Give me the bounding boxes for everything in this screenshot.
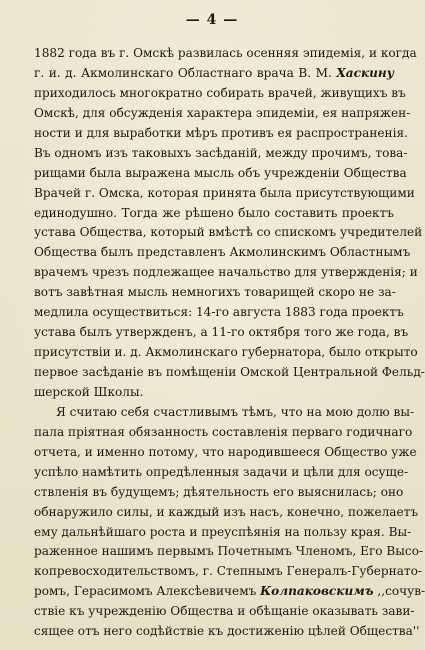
text-line	[34, 64, 394, 84]
text-line	[34, 343, 418, 363]
line-text: Врачей г. Омска, которая принята была присутствующими	[34, 185, 415, 200]
text-line	[34, 602, 415, 622]
line-text: ствіе къ учрежденію Общества и обѣщаніе оказывать зави-	[34, 604, 415, 619]
line-text: медлила осуществиться: 14-го августа 1883 года проектъ	[34, 305, 404, 320]
text-line	[34, 283, 394, 303]
line-text: Омскѣ, для обсужденія характера эпидеміи, ея напряжен-	[34, 105, 411, 120]
line-text: 1882 года въ г. Омскѣ развилась осенняя эпидемія, и когда	[34, 46, 417, 60]
line-text: пала пріятная обязанность составленія перваго годичнаго	[34, 424, 413, 439]
text-line	[34, 582, 425, 602]
text-line	[34, 503, 419, 523]
text-line	[34, 622, 420, 642]
text-line	[34, 483, 404, 503]
text-line	[34, 104, 411, 124]
line-text: ности и для выработки мѣръ противъ ея распространенія.	[34, 125, 408, 140]
text-line	[34, 144, 408, 164]
body-text	[34, 44, 425, 642]
line-text: Общества былъ представленъ Акмолинскимъ Областнымъ	[34, 245, 411, 260]
text-line	[34, 542, 424, 562]
line-text: рищами была выражена мысль объ учрежденіи Общества	[34, 165, 407, 180]
text-line	[34, 204, 394, 224]
text-line	[34, 523, 412, 543]
text-line	[34, 323, 409, 343]
line-text: Въ одномъ изъ таковыхъ засѣданій, между прочимъ, това-	[34, 145, 408, 160]
text-line	[34, 562, 422, 582]
line-text: ,,сочув-	[373, 584, 425, 599]
text-line	[34, 84, 406, 104]
text-line	[34, 403, 415, 423]
line-text: ромъ, Герасимомъ Алексѣевичемъ	[34, 584, 261, 599]
text-line	[34, 383, 394, 403]
line-text: обнаружило силы, и каждый изъ насъ, конечно, пожелаетъ	[34, 504, 419, 519]
line-text: устава былъ утвержденъ, а 11-го октября того же года, въ	[34, 325, 409, 340]
line-text: успѣло намѣтить опредѣленныя задачи и цѣли для осуще-	[34, 464, 409, 479]
line-text: первое засѣданіе въ помѣщеніи Омской Центральной Фельд-	[34, 365, 425, 379]
text-line	[34, 263, 418, 283]
text-line	[34, 463, 409, 483]
line-text: шерской Школы.	[34, 384, 144, 399]
text-line	[34, 164, 407, 184]
line-text: сящее отъ него содѣйствіе къ достиженію цѣлей Общества''	[34, 624, 420, 639]
text-line	[34, 124, 408, 144]
text-line	[34, 303, 404, 323]
text-line	[34, 363, 425, 383]
text-line	[34, 223, 423, 243]
line-text: копревосходительствомъ, г. Степнымъ Генералъ-Губернато-	[34, 564, 422, 579]
emphasized-name: Колпаковскимъ	[260, 584, 374, 599]
emphasized-name: Хаскину	[336, 65, 394, 80]
text-line	[34, 423, 413, 443]
line-text: присутствіи и. д. Акмолинскаго губернатора, было открыто	[34, 345, 418, 360]
line-text: врачемъ чрезъ подлежащее начальство для утвержденія; и	[34, 265, 418, 280]
text-line	[34, 184, 415, 204]
text-line	[34, 443, 417, 463]
line-text: ему дальнѣйшаго роста и преуспѣянія на пользу края. Вы-	[34, 524, 412, 539]
line-text: устава Общества, который вмѣстѣ со спискомъ учредителей	[34, 225, 423, 240]
page-number: — 4 —	[185, 12, 239, 28]
line-text: Я считаю себя счастливымъ тѣмъ, что на мою долю вы-	[56, 404, 415, 419]
text-line	[34, 44, 417, 64]
line-text: вотъ завѣтная мысль немногихъ товарищей скоро не за-	[34, 285, 396, 300]
line-text: приходилось многократно собирать врачей, живущихъ въ	[34, 85, 406, 100]
line-text: раженное нашимъ первымъ Почетнымъ Членомъ, Его Высо-	[34, 544, 424, 559]
line-text: отчета, и именно потому, что народившееся Общество уже	[34, 444, 417, 459]
text-line	[34, 243, 411, 263]
line-text: г. и. д. Акмолинскаго Областнаго врача В. М.	[34, 65, 337, 80]
line-text: единодушно. Тогда же рѣшено было составить проектъ	[34, 205, 394, 220]
line-text: ствленія въ будущемъ; дѣятельность его выяснилась; оно	[34, 484, 404, 499]
